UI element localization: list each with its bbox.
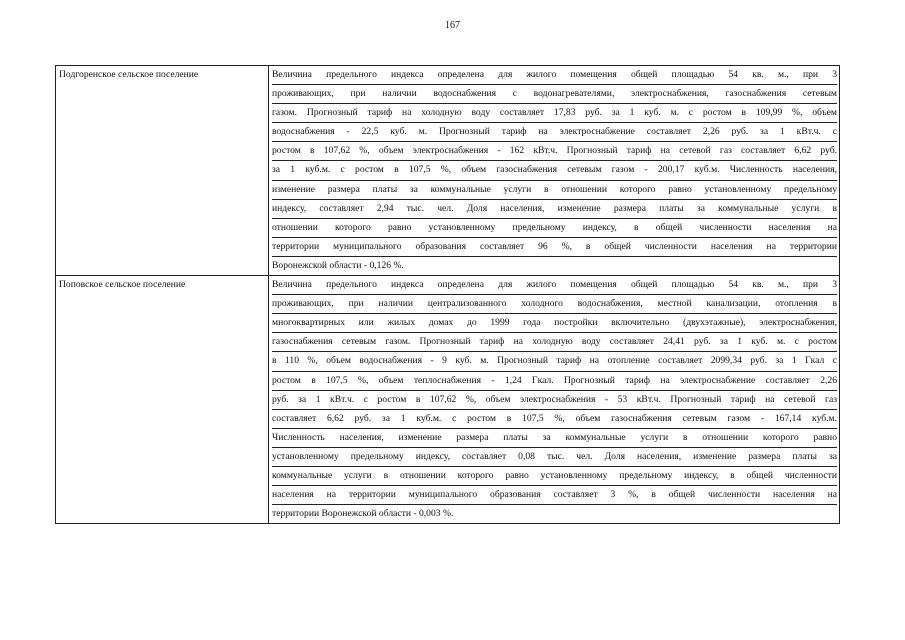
description-line: в 110 %, объем водоснабжения - 9 куб. м. Прогнозный тариф на отопление составляет 2099,34 руб. за 1 Гкал с	[272, 352, 837, 371]
description-line: территории муниципального образования составляет 96 %, в общей численности населения на территории	[272, 238, 837, 257]
description-line: многоквартирных или жилых домах до 1999 года постройки включительно (двухэтажные), электроснабжения,	[272, 314, 837, 333]
description-line: Воронежской области - 0,126 %.	[272, 259, 404, 271]
settlement-name-cell	[56, 276, 269, 524]
table-row	[56, 66, 840, 276]
description-line: Численность населения, изменение размера платы за коммунальные услуги в отношении которого равно	[272, 429, 837, 448]
description-line: коммунальные услуги в отношении которого равно установленному предельному индексу, в общей численности	[272, 467, 837, 486]
tariff-table	[55, 65, 840, 524]
description-line: Величина предельного индекса определена для жилого помещения общей площадью 54 кв. м., при 3	[272, 66, 837, 85]
description-line: водоснабжения - 22,5 куб. м. Прогнозный тариф на электроснабжение составляет 2,26 руб. за 1 кВт.ч. с	[272, 123, 837, 142]
description-line: изменение размера платы за коммунальные услуги в отношении которого равно установленному предельному	[272, 181, 837, 200]
description-line: руб. за 1 кВт.ч. с ростом в 107,62 %, объем электроснабжения - 53 кВт.ч. Прогнозный тариф на сетевой газ	[272, 391, 837, 410]
description-line: газоснабжения сетевым газом. Прогнозный тариф на холодную воду составляет 24,41 руб. за 1 куб. м. с ростом	[272, 333, 837, 352]
description-line: ростом в 107,5 %, объем теплоснабжения - 1,24 Гкал. Прогнозный тариф на электроснабжение составляет 2,26	[272, 372, 837, 391]
description-line: за 1 куб.м. с ростом в 107,5 %, объем газоснабжения сетевым газом - 200,17 куб.м. Численность населения,	[272, 161, 837, 180]
settlement-name-cell	[56, 66, 269, 276]
settlement-description-cell	[269, 276, 840, 524]
settlement-description-cell	[269, 66, 840, 276]
description-line: отношении которого равно установленному предельному индексу, в общей численности населения на	[272, 219, 837, 238]
description-line: территории Воронежской области - 0,003 %.	[272, 508, 454, 520]
page-number: 167	[445, 20, 460, 31]
description-line: установленному предельному индексу, составляет 0,08 тыс. чел. Доля населения, изменение размера платы за	[272, 448, 837, 467]
description-line: Величина предельного индекса определена для жилого помещения общей площадью 54 кв. м., при 3	[272, 276, 837, 295]
description-line: составляет 6,62 руб. за 1 куб.м. с ростом в 107,5 %, объем газоснабжения сетевым газом - 167,14 куб.м.	[272, 410, 837, 429]
description-line: проживающих, при наличии централизованного холодного водоснабжения, местной канализации, отопления в	[272, 295, 837, 314]
description-line: ростом в 107,62 %, объем электроснабжения - 162 кВт.ч. Прогнозный тариф на сетевой газ составляет 6,62 руб.	[272, 142, 837, 161]
description-line: индексу, составляет 2,94 тыс. чел. Доля населения, изменение размера платы за коммунальные услуги в	[272, 200, 837, 219]
settlement-name: Подгоренское сельское поселение	[59, 69, 199, 80]
description-line: населения на территории муниципального образования составляет 3 %, в общей численности населения на	[272, 486, 837, 505]
description-line: проживающих, при наличии водоснабжения с водонагревателями, электроснабжения, газоснабжения сетевым	[272, 85, 837, 104]
settlement-name: Поповское сельское поселение	[59, 279, 186, 291]
description-line: газом. Прогнозный тариф на холодную воду составляет 17,83 руб. за 1 куб. м. с ростом в 109,99 %, объем	[272, 104, 837, 123]
table-row	[56, 276, 840, 524]
